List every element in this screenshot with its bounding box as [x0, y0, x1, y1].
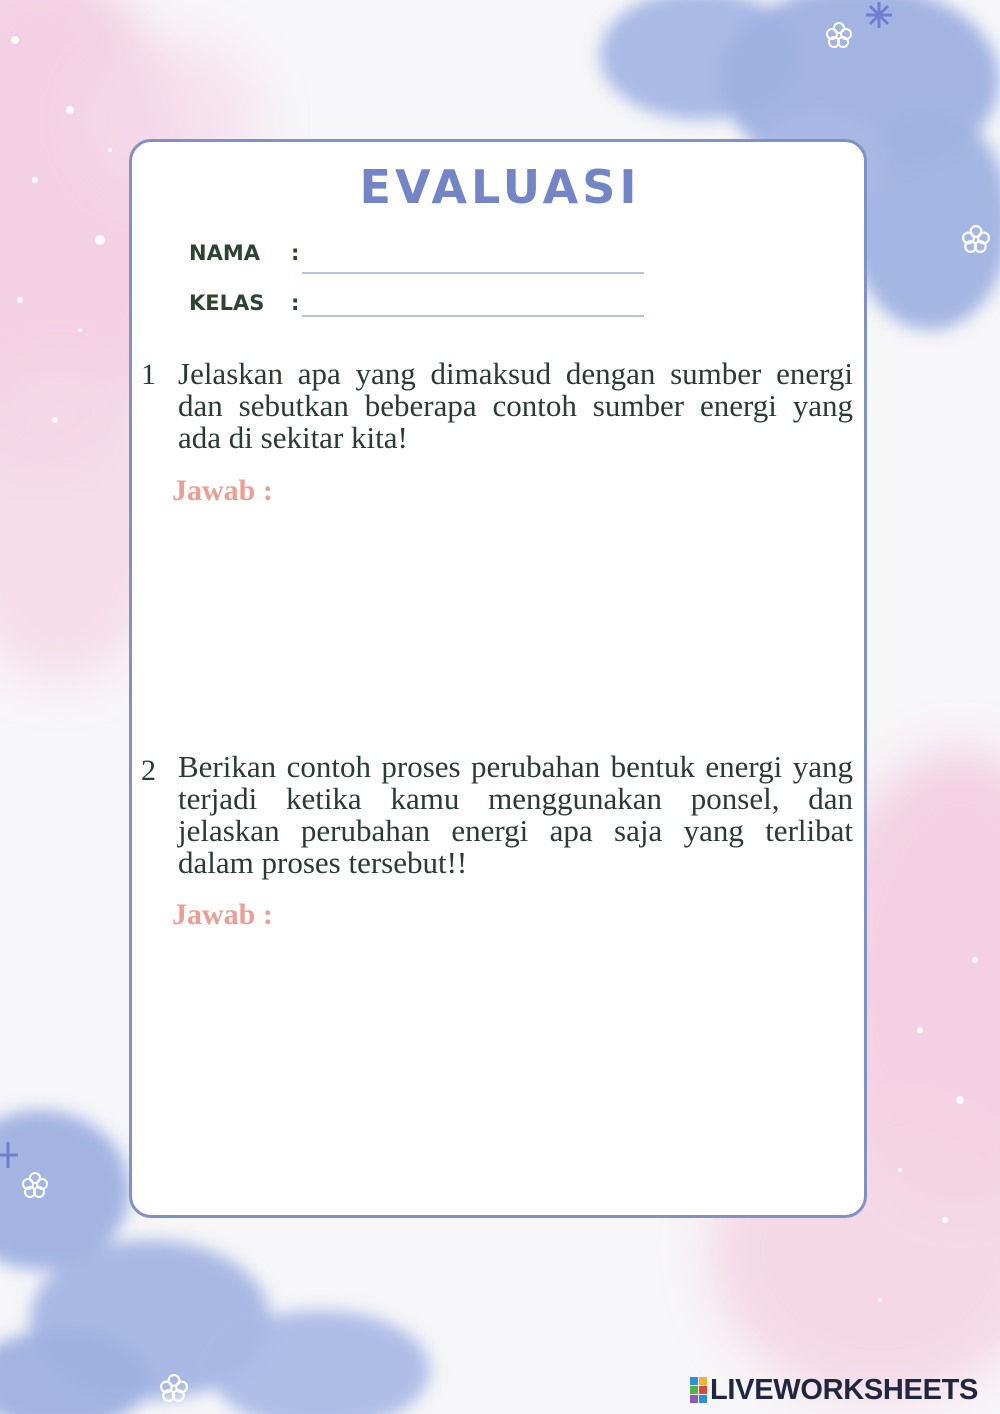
- name-input[interactable]: [302, 272, 644, 274]
- name-separator: :: [291, 241, 300, 265]
- class-separator: :: [291, 291, 300, 315]
- page-title: EVALUASI: [359, 160, 641, 214]
- answer-label: Jawab :: [172, 898, 273, 931]
- liveworksheets-logo: [690, 1374, 978, 1406]
- star-icon: [864, 0, 894, 30]
- class-label: KELAS: [189, 291, 265, 315]
- liveworksheets-logo-icon: [690, 1377, 707, 1403]
- flower-icon: [160, 1374, 188, 1402]
- name-label: NAMA: [189, 241, 260, 265]
- class-input[interactable]: [302, 315, 644, 317]
- question-number: 1: [141, 358, 156, 391]
- flower-icon: [962, 225, 990, 253]
- answer-label: Jawab :: [172, 474, 273, 507]
- answer-input-2[interactable]: [172, 940, 852, 1190]
- flower-icon: [22, 1172, 48, 1198]
- question-number: 2: [141, 754, 156, 787]
- logo-text: LIVEWORKSHEETS: [710, 1373, 979, 1406]
- question-text: Berikan contoh proses perubahan bentuk energi yang terjadi ketika kamu menggunakan ponsel, dan jelaskan perubahan energi apa saja yang terlibat dalam proses tersebut!!: [178, 749, 853, 880]
- flower-icon: [826, 22, 852, 48]
- question-text: Jelaskan apa yang dimaksud dengan sumber energi dan sebutkan beberapa contoh sumber energi yang ada di sekitar kita!: [178, 356, 853, 455]
- star-icon: [0, 1140, 20, 1170]
- answer-input-1[interactable]: [172, 515, 852, 715]
